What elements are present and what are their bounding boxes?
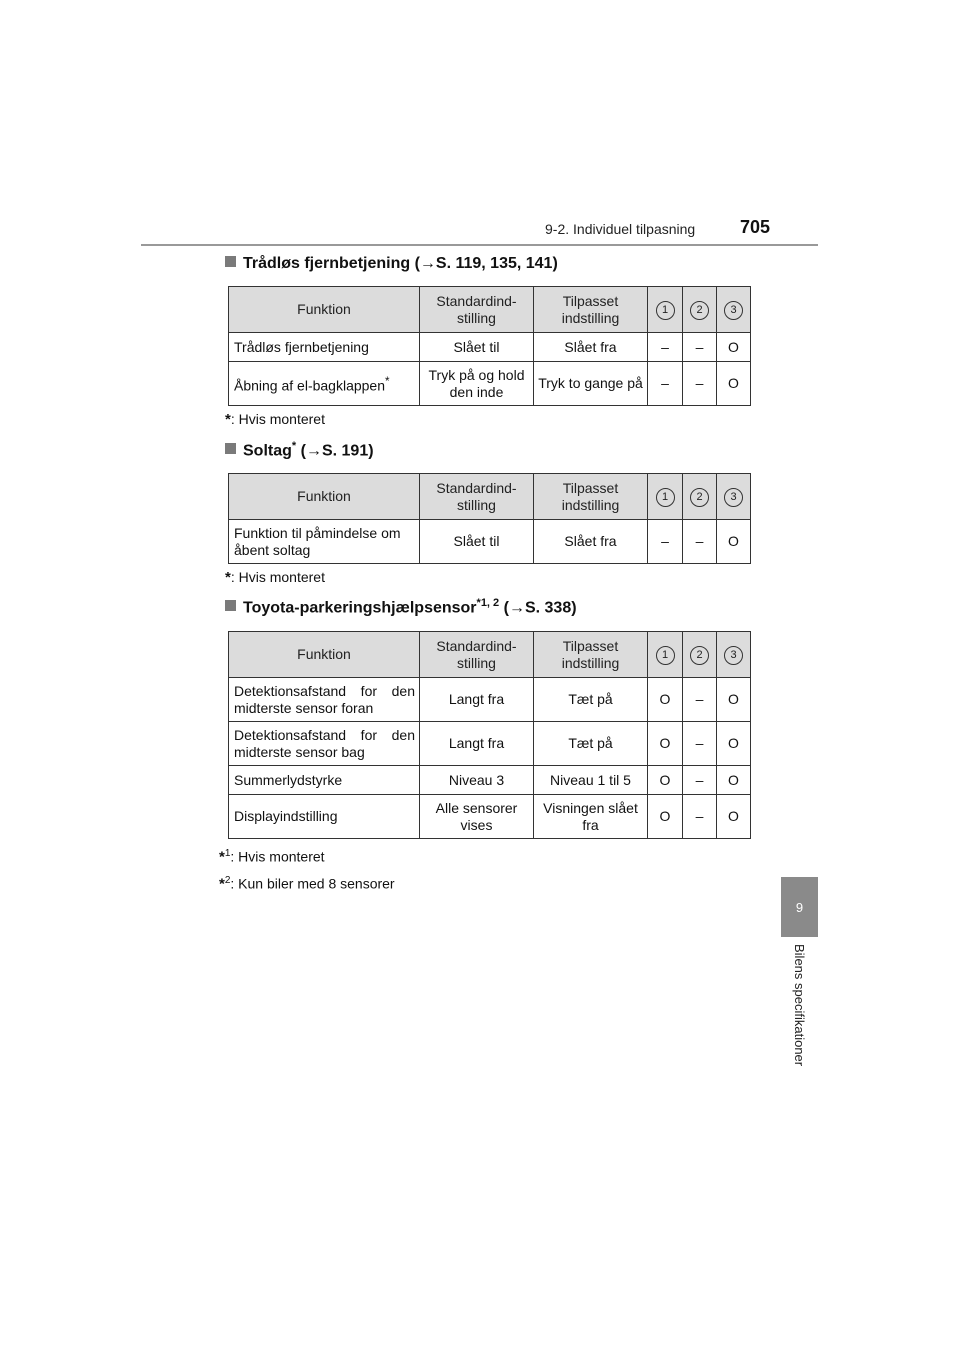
heading-text: Soltag <box>243 442 292 460</box>
settings-table-sunroof <box>228 473 751 564</box>
arrow-icon: → <box>419 255 436 272</box>
col-header-method-3 <box>717 474 751 520</box>
heading-text: Trådløs fjernbetjening ( <box>243 255 420 272</box>
heading-text: Toyota-parkeringshjælpsensor <box>243 599 477 617</box>
heading-ref: S. 338) <box>524 599 577 617</box>
col-header-method-2 <box>683 632 717 678</box>
table-header-row <box>229 632 751 678</box>
chapter-label-text: Bilens specifikationer <box>792 944 807 1067</box>
section-heading-remote <box>225 255 558 273</box>
cell-method-2: – <box>683 678 717 722</box>
table-row <box>229 795 751 839</box>
cell-method-3: O <box>717 766 751 795</box>
col-header-default: Standardind-stilling <box>420 287 534 333</box>
cell-method-3: O <box>717 795 751 839</box>
col-header-method-1 <box>648 632 683 678</box>
cell-method-2: – <box>683 333 717 362</box>
square-bullet-icon <box>225 443 236 454</box>
cell-default: Alle sensorer vises <box>420 795 534 839</box>
cell-custom: Slået fra <box>534 333 648 362</box>
cell-method-1: – <box>648 362 683 406</box>
circled-number-2-icon: 2 <box>690 646 709 665</box>
cell-method-1: O <box>648 722 683 766</box>
square-bullet-icon <box>225 256 236 267</box>
table-row <box>229 722 751 766</box>
col-header-default: Standardind-stilling <box>420 474 534 520</box>
table-header-row <box>229 474 751 520</box>
cell-method-2: – <box>683 766 717 795</box>
chapter-label <box>781 944 818 1084</box>
section-title: 9-2. Individuel tilpasning <box>545 221 696 237</box>
chapter-number: 9 <box>795 899 804 915</box>
cell-method-3: O <box>717 678 751 722</box>
cell-method-2: – <box>683 795 717 839</box>
col-header-method-2 <box>683 474 717 520</box>
cell-method-2: – <box>683 520 717 564</box>
cell-method-2: – <box>683 362 717 406</box>
chapter-tab <box>781 877 818 937</box>
cell-method-3: O <box>717 520 751 564</box>
cell-function: Detektionsafstand for den midterste sensor foran <box>229 678 420 722</box>
cell-default: Slået til <box>420 333 534 362</box>
cell-function: Summerlydstyrke <box>229 766 420 795</box>
header-divider <box>141 244 818 246</box>
cell-default: Niveau 3 <box>420 766 534 795</box>
footnote: *: Hvis monteret <box>225 569 325 586</box>
settings-table-parking-sensor <box>228 631 751 839</box>
cell-method-1: – <box>648 333 683 362</box>
circled-number-3-icon: 3 <box>724 646 743 665</box>
cell-function: Detektionsafstand for den midterste sensor bag <box>229 722 420 766</box>
table-row <box>229 333 751 362</box>
circled-number-1-icon: 1 <box>656 301 675 320</box>
col-header-method-1 <box>648 474 683 520</box>
page-number: 705 <box>740 217 771 237</box>
col-header-custom: Tilpasset indstilling <box>534 632 648 678</box>
cell-method-1: O <box>648 766 683 795</box>
table-row <box>229 520 751 564</box>
circled-number-2-icon: 2 <box>690 301 709 320</box>
circled-number-1-icon: 1 <box>656 488 675 507</box>
circled-number-3-icon: 3 <box>724 301 743 320</box>
footnote-star: *1, 2 <box>476 597 500 609</box>
circled-number-3-icon: 3 <box>724 488 743 507</box>
col-header-default: Standardind-stilling <box>420 632 534 678</box>
cell-method-2: – <box>683 722 717 766</box>
circled-number-1-icon: 1 <box>656 646 675 665</box>
arrow-icon: → <box>508 599 525 617</box>
table-row <box>229 362 751 406</box>
table-header-row <box>229 287 751 333</box>
cell-default: Tryk på og hold den inde <box>420 362 534 406</box>
cell-custom: Slået fra <box>534 520 648 564</box>
arrow-icon: → <box>305 442 322 460</box>
table-row <box>229 766 751 795</box>
cell-method-3: O <box>717 333 751 362</box>
footnote: *: Hvis monteret <box>225 411 325 428</box>
section-heading-parking-sensor: Toyota-parkeringshjælpsensor$^{*1, 2}$ (→S. 338) <box>225 597 577 617</box>
circled-number-2-icon: 2 <box>690 488 709 507</box>
table-row <box>229 678 751 722</box>
col-header-custom: Tilpasset indstilling <box>534 474 648 520</box>
settings-table-remote <box>228 286 751 406</box>
cell-custom: Tryk to gange på <box>534 362 648 406</box>
cell-custom: Niveau 1 til 5 <box>534 766 648 795</box>
cell-custom: Tæt på <box>534 722 648 766</box>
footnote: *$^1$: Hvis monteret <box>219 848 325 866</box>
cell-custom: Visningen slået fra <box>534 795 648 839</box>
cell-function: Åbning af el-bagklappen* <box>229 362 420 406</box>
cell-default: Langt fra <box>420 722 534 766</box>
heading-ref: S. 119, 135, 141) <box>435 255 558 272</box>
cell-method-1: O <box>648 795 683 839</box>
cell-function: Trådløs fjernbetjening <box>229 333 420 362</box>
square-bullet-icon <box>225 600 236 611</box>
col-header-method-3 <box>717 632 751 678</box>
col-header-method-3 <box>717 287 751 333</box>
footnote-star: * <box>291 440 297 452</box>
cell-method-1: O <box>648 678 683 722</box>
col-header-function: Funktion <box>229 474 420 520</box>
col-header-custom: Tilpasset indstilling <box>534 287 648 333</box>
cell-function: Funktion til påmindelse om åbent soltag <box>229 520 420 564</box>
section-heading-sunroof: Soltag* (→S. 191) <box>225 440 374 460</box>
col-header-function: Funktion <box>229 287 420 333</box>
cell-method-3: O <box>717 362 751 406</box>
cell-method-3: O <box>717 722 751 766</box>
col-header-method-1 <box>648 287 683 333</box>
col-header-method-2 <box>683 287 717 333</box>
cell-default: Slået til <box>420 520 534 564</box>
heading-ref: S. 191) <box>321 442 374 460</box>
cell-default: Langt fra <box>420 678 534 722</box>
cell-custom: Tæt på <box>534 678 648 722</box>
cell-function: Displayindstilling <box>229 795 420 839</box>
col-header-function: Funktion <box>229 632 420 678</box>
cell-method-1: – <box>648 520 683 564</box>
footnote: *$^2$: Kun biler med 8 sensorer <box>219 875 395 893</box>
footnote-star: * <box>385 374 390 388</box>
